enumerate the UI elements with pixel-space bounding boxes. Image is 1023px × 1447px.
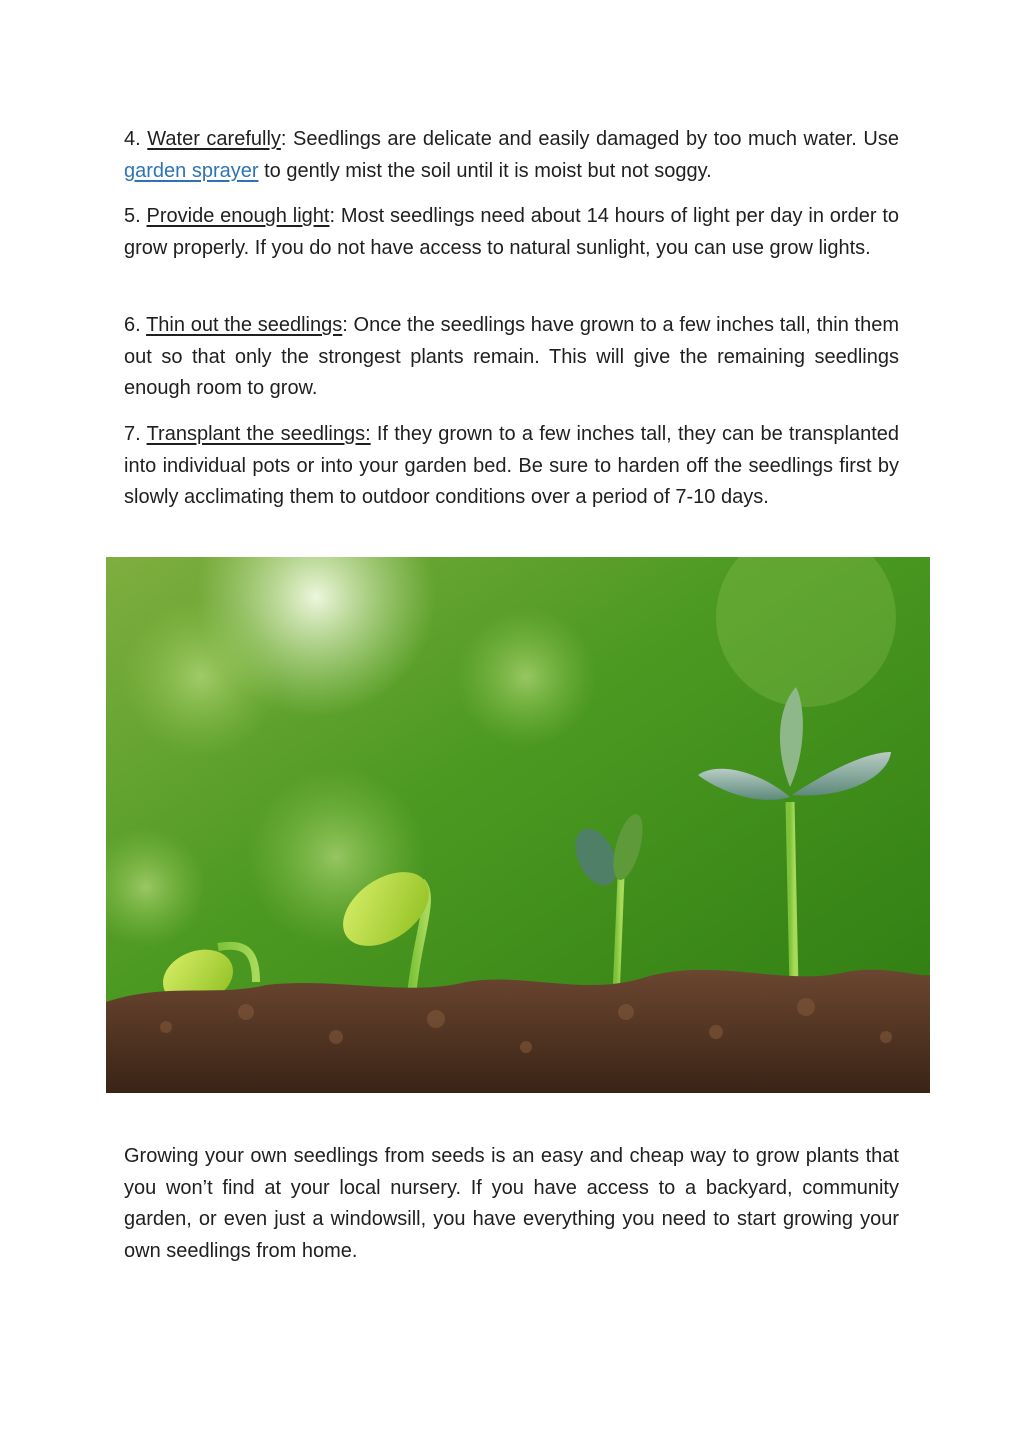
closing-paragraph: Growing your own seedlings from seeds is an easy and cheap way to grow plants that you won’t find at your local nursery. If you have access to a backyard, community garden, or even just a windowsill, you have everything you need to start growing your own seedlings from home.	[124, 1145, 899, 1262]
step-5-number: 5.	[124, 205, 141, 227]
step-4-text-a: : Seedlings are delicate and easily damaged by too much water. Use	[280, 128, 899, 150]
step-7-title: Transplant the seedlings:	[146, 423, 371, 445]
garden-sprayer-link[interactable]: garden sprayer	[124, 159, 259, 182]
step-4-number: 4.	[124, 128, 141, 150]
step-7-text: If they grown to a few inches tall, they can be transplanted into individual pots or into your garden bed. Be sure to harden off the seedlings first by slowly acclimating them to outdoor conditions over a period of 7-10 days.	[124, 423, 899, 508]
step-6-text: : Once the seedlings have grown to a few inches tall, thin them out so that only the strongest plants remain. This will give the remaining seedlings enough room to grow.	[124, 314, 899, 399]
step-5-title: Provide enough light	[146, 205, 330, 227]
seedlings-growth-photo	[106, 557, 930, 1093]
step-5-paragraph	[124, 201, 899, 264]
step-6-paragraph	[124, 310, 899, 405]
step-5-text: : Most seedlings need about 14 hours of light per day in order to grow properly. If you do not have access to natural sunlight, you can use grow lights.	[124, 205, 899, 259]
seedlings-illustration	[106, 557, 930, 1093]
step-6-title: Thin out the seedlings	[146, 314, 343, 336]
step-4-paragraph	[124, 124, 899, 187]
step-7-paragraph	[124, 419, 899, 514]
step-4-title: Water carefully	[147, 128, 281, 150]
step-7-number: 7.	[124, 423, 141, 445]
step-6-number: 6.	[124, 314, 141, 336]
step-4-text-b: to gently mist the soil until it is moist but not soggy.	[258, 159, 712, 182]
